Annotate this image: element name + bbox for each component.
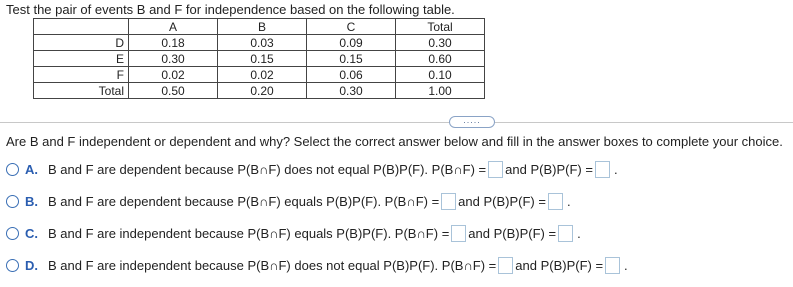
answer-box-product[interactable]	[558, 225, 573, 242]
table-row	[34, 35, 485, 51]
table-cell: 0.03	[218, 35, 307, 51]
option-c[interactable]	[6, 222, 581, 244]
table-row	[34, 83, 485, 99]
radio-option-d[interactable]	[6, 259, 19, 272]
radio-option-b[interactable]	[6, 195, 19, 208]
answer-box-product[interactable]	[605, 257, 620, 274]
table-cell: 0.30	[129, 51, 218, 67]
option-text: B and F are dependent because P(B∩F) equals P(B)P(F). P(B∩F) =	[48, 193, 440, 209]
answer-box-product[interactable]	[548, 193, 563, 210]
answer-box-intersection[interactable]	[441, 193, 456, 210]
table-cell: 0.06	[307, 67, 396, 83]
option-end: .	[566, 193, 571, 209]
option-text: B and F are independent because P(B∩F) equals P(B)P(F). P(B∩F) =	[48, 225, 450, 241]
table-cell: 0.60	[396, 51, 485, 67]
question-text: Are B and F independent or dependent and why? Select the correct answer below and fill in the answer boxes to complete your choice.	[6, 134, 783, 149]
option-mid-text: and P(B)P(F) =	[515, 257, 604, 273]
table-cell: 0.09	[307, 35, 396, 51]
table-cell: 1.00	[396, 83, 485, 99]
option-mid-text: and P(B)P(F) =	[505, 161, 593, 177]
table-header-row	[34, 19, 485, 35]
table-cell: 0.02	[129, 67, 218, 83]
section-divider	[0, 122, 793, 123]
option-end: .	[577, 225, 581, 241]
option-a[interactable]	[6, 158, 618, 180]
option-mid-text: and P(B)P(F) =	[458, 193, 546, 209]
table-cell: 0.30	[396, 35, 485, 51]
option-b[interactable]	[6, 190, 571, 212]
table-cell: 0.18	[129, 35, 218, 51]
answer-box-intersection[interactable]	[498, 257, 513, 274]
table-cell: 0.15	[307, 51, 396, 67]
option-letter: D.	[25, 257, 38, 273]
radio-option-c[interactable]	[6, 227, 19, 240]
table-cell: 0.20	[218, 83, 307, 99]
row-label: Total	[34, 83, 129, 99]
answer-box-product[interactable]	[595, 161, 610, 178]
table-header-cell	[34, 19, 129, 35]
answer-box-intersection[interactable]	[451, 225, 466, 242]
row-label: F	[34, 67, 129, 83]
table-cell: 0.02	[218, 67, 307, 83]
option-d[interactable]	[6, 254, 628, 276]
problem-prompt: Test the pair of events B and F for independence based on the following table.	[6, 2, 455, 17]
row-label: E	[34, 51, 129, 67]
option-letter: B.	[25, 193, 38, 209]
table-header-cell: C	[307, 19, 396, 35]
option-text: B and F are independent because P(B∩F) does not equal P(B)P(F). P(B∩F) =	[48, 257, 497, 273]
option-text: B and F are dependent because P(B∩F) does not equal P(B)P(F). P(B∩F) =	[48, 161, 487, 177]
table-row	[34, 67, 485, 83]
table-cell: 0.15	[218, 51, 307, 67]
table-row	[34, 51, 485, 67]
option-letter: C.	[25, 225, 38, 241]
table-header-cell: Total	[396, 19, 485, 35]
table-cell: 0.50	[129, 83, 218, 99]
option-end: .	[613, 161, 618, 177]
expand-more-button[interactable]: .....	[449, 116, 495, 128]
row-label: D	[34, 35, 129, 51]
table-cell: 0.30	[307, 83, 396, 99]
option-end: .	[624, 257, 628, 273]
answer-box-intersection[interactable]	[488, 161, 503, 178]
probability-table	[33, 18, 485, 99]
radio-option-a[interactable]	[6, 163, 19, 176]
option-mid-text: and P(B)P(F) =	[468, 225, 557, 241]
table-header-cell: A	[129, 19, 218, 35]
option-letter: A.	[25, 161, 38, 177]
table-header-cell: B	[218, 19, 307, 35]
table-cell: 0.10	[396, 67, 485, 83]
